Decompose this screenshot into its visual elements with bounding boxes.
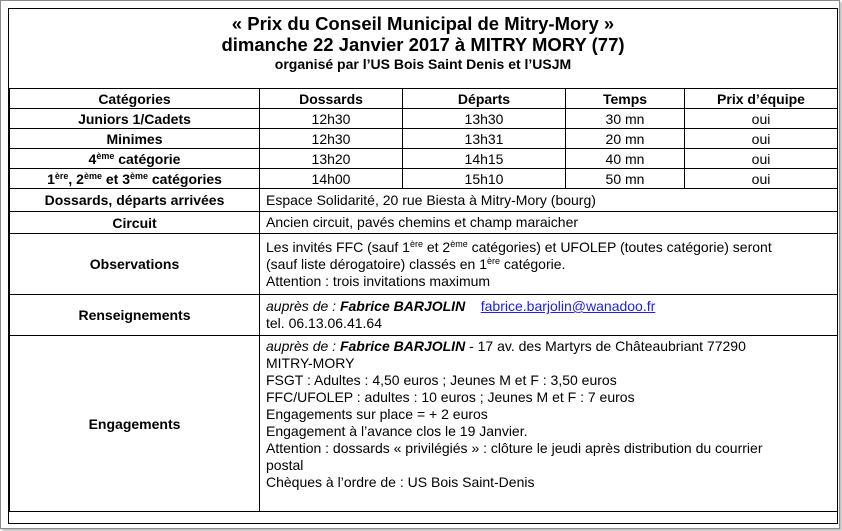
- organizer-line: organisé par l’US Bois Saint Denis et l’USJM: [274, 56, 572, 72]
- temps-cell: 30 mn: [566, 109, 685, 129]
- category-cell: Minimes: [10, 129, 260, 149]
- contact-name: Fabrice BARJOLIN: [339, 298, 466, 314]
- engagement-prefix: auprès de :: [266, 338, 340, 354]
- observations-line-3: Attention : trois invitations maximum: [266, 272, 491, 289]
- departs-cell: 13h31: [403, 129, 566, 149]
- dossards-cell: 14h00: [260, 169, 403, 189]
- engagement-line: Engagement à l’avance clos le 19 Janvier.: [266, 423, 528, 439]
- observations-value: [260, 234, 838, 295]
- engagement-line: Engagements sur place = + 2 euros: [266, 406, 488, 422]
- prix-cell: oui: [685, 129, 838, 149]
- observations-row: [10, 234, 838, 295]
- engagements-row: [10, 336, 838, 512]
- category-cell: 4ème catégorie: [10, 149, 260, 169]
- observations-label: Observations: [10, 234, 260, 295]
- table-row: [10, 109, 838, 129]
- temps-cell: 20 mn: [566, 129, 685, 149]
- temps-cell: 50 mn: [566, 169, 685, 189]
- engagement-name: Fabrice BARJOLIN: [339, 338, 466, 354]
- table-row: [10, 169, 838, 189]
- engagement-line: Chèques à l’ordre de : US Bois Saint-Denis: [266, 474, 535, 490]
- dossards-location-row: [10, 189, 838, 212]
- category-cell: 1ère, 2ème et 3ème catégories: [10, 169, 260, 189]
- engagement-line: MITRY-MORY: [266, 355, 355, 371]
- col-header-dossards: Dossards: [260, 89, 403, 109]
- flyer-sheet: [8, 8, 838, 524]
- prix-cell: oui: [685, 109, 838, 129]
- engagements-value: [260, 336, 838, 512]
- renseignements-label: Renseignements: [10, 295, 260, 336]
- dossards-cell: 12h30: [260, 109, 403, 129]
- dossards-cell: 13h20: [260, 149, 403, 169]
- engagement-line: Attention : dossards « privilégiés » : clôture le jeudi après distribution du courrier: [266, 440, 763, 456]
- engagement-line: FFC/UFOLEP : adultes : 10 euros ; Jeunes M et F : 7 euros: [266, 389, 635, 405]
- engagement-line: FSGT : Adultes : 4,50 euros ; Jeunes M et F : 3,50 euros: [266, 372, 617, 388]
- col-header-temps: Temps: [566, 89, 685, 109]
- circuit-row: [10, 212, 838, 234]
- circuit-label: Circuit: [10, 212, 260, 234]
- renseignements-row: [10, 295, 838, 336]
- observations-line-2: (sauf liste dérogatoire) classés en 1ère catégorie.: [266, 255, 566, 272]
- departs-cell: 15h10: [403, 169, 566, 189]
- title-line-2: dimanche 22 Janvier 2017 à MITRY MORY (77): [221, 34, 625, 55]
- engagements-label: Engagements: [10, 336, 260, 512]
- dossards-cell: 12h30: [260, 129, 403, 149]
- col-header-departs: Départs: [403, 89, 566, 109]
- contact-prefix: auprès de :: [266, 298, 340, 314]
- category-cell: Juniors 1/Cadets: [10, 109, 260, 129]
- prix-cell: oui: [685, 169, 838, 189]
- temps-cell: 40 mn: [566, 149, 685, 169]
- email-link[interactable]: fabrice.barjolin@wanadoo.fr: [480, 298, 656, 314]
- table-row: [10, 149, 838, 169]
- engagement-address: - 17 av. des Martyrs de Châteaubriant 77290: [465, 338, 746, 354]
- race-info-table: [9, 88, 838, 512]
- observations-line-1: Les invités FFC (sauf 1ère et 2ème catégories) et UFOLEP (toutes catégorie) seront: [266, 238, 772, 255]
- col-header-prix: Prix d’équipe: [685, 89, 838, 109]
- engagement-line: postal: [266, 457, 304, 473]
- title-line-1: « Prix du Conseil Municipal de Mitry-Mory »: [231, 13, 615, 34]
- table-row: [10, 129, 838, 149]
- departs-cell: 13h30: [403, 109, 566, 129]
- col-header-categories: Catégories: [10, 89, 260, 109]
- dossards-location-label: Dossards, départs arrivées: [10, 189, 260, 212]
- header: [9, 13, 837, 73]
- departs-cell: 14h15: [403, 149, 566, 169]
- contact-phone: tel. 06.13.06.41.64: [266, 315, 382, 331]
- circuit-value: Ancien circuit, pavés chemins et champ maraicher: [260, 212, 838, 234]
- header-row: [10, 89, 838, 109]
- prix-cell: oui: [685, 149, 838, 169]
- dossards-location-value: Espace Solidarité, 20 rue Biesta à Mitry-Mory (bourg): [260, 189, 838, 212]
- renseignements-value: [260, 295, 838, 336]
